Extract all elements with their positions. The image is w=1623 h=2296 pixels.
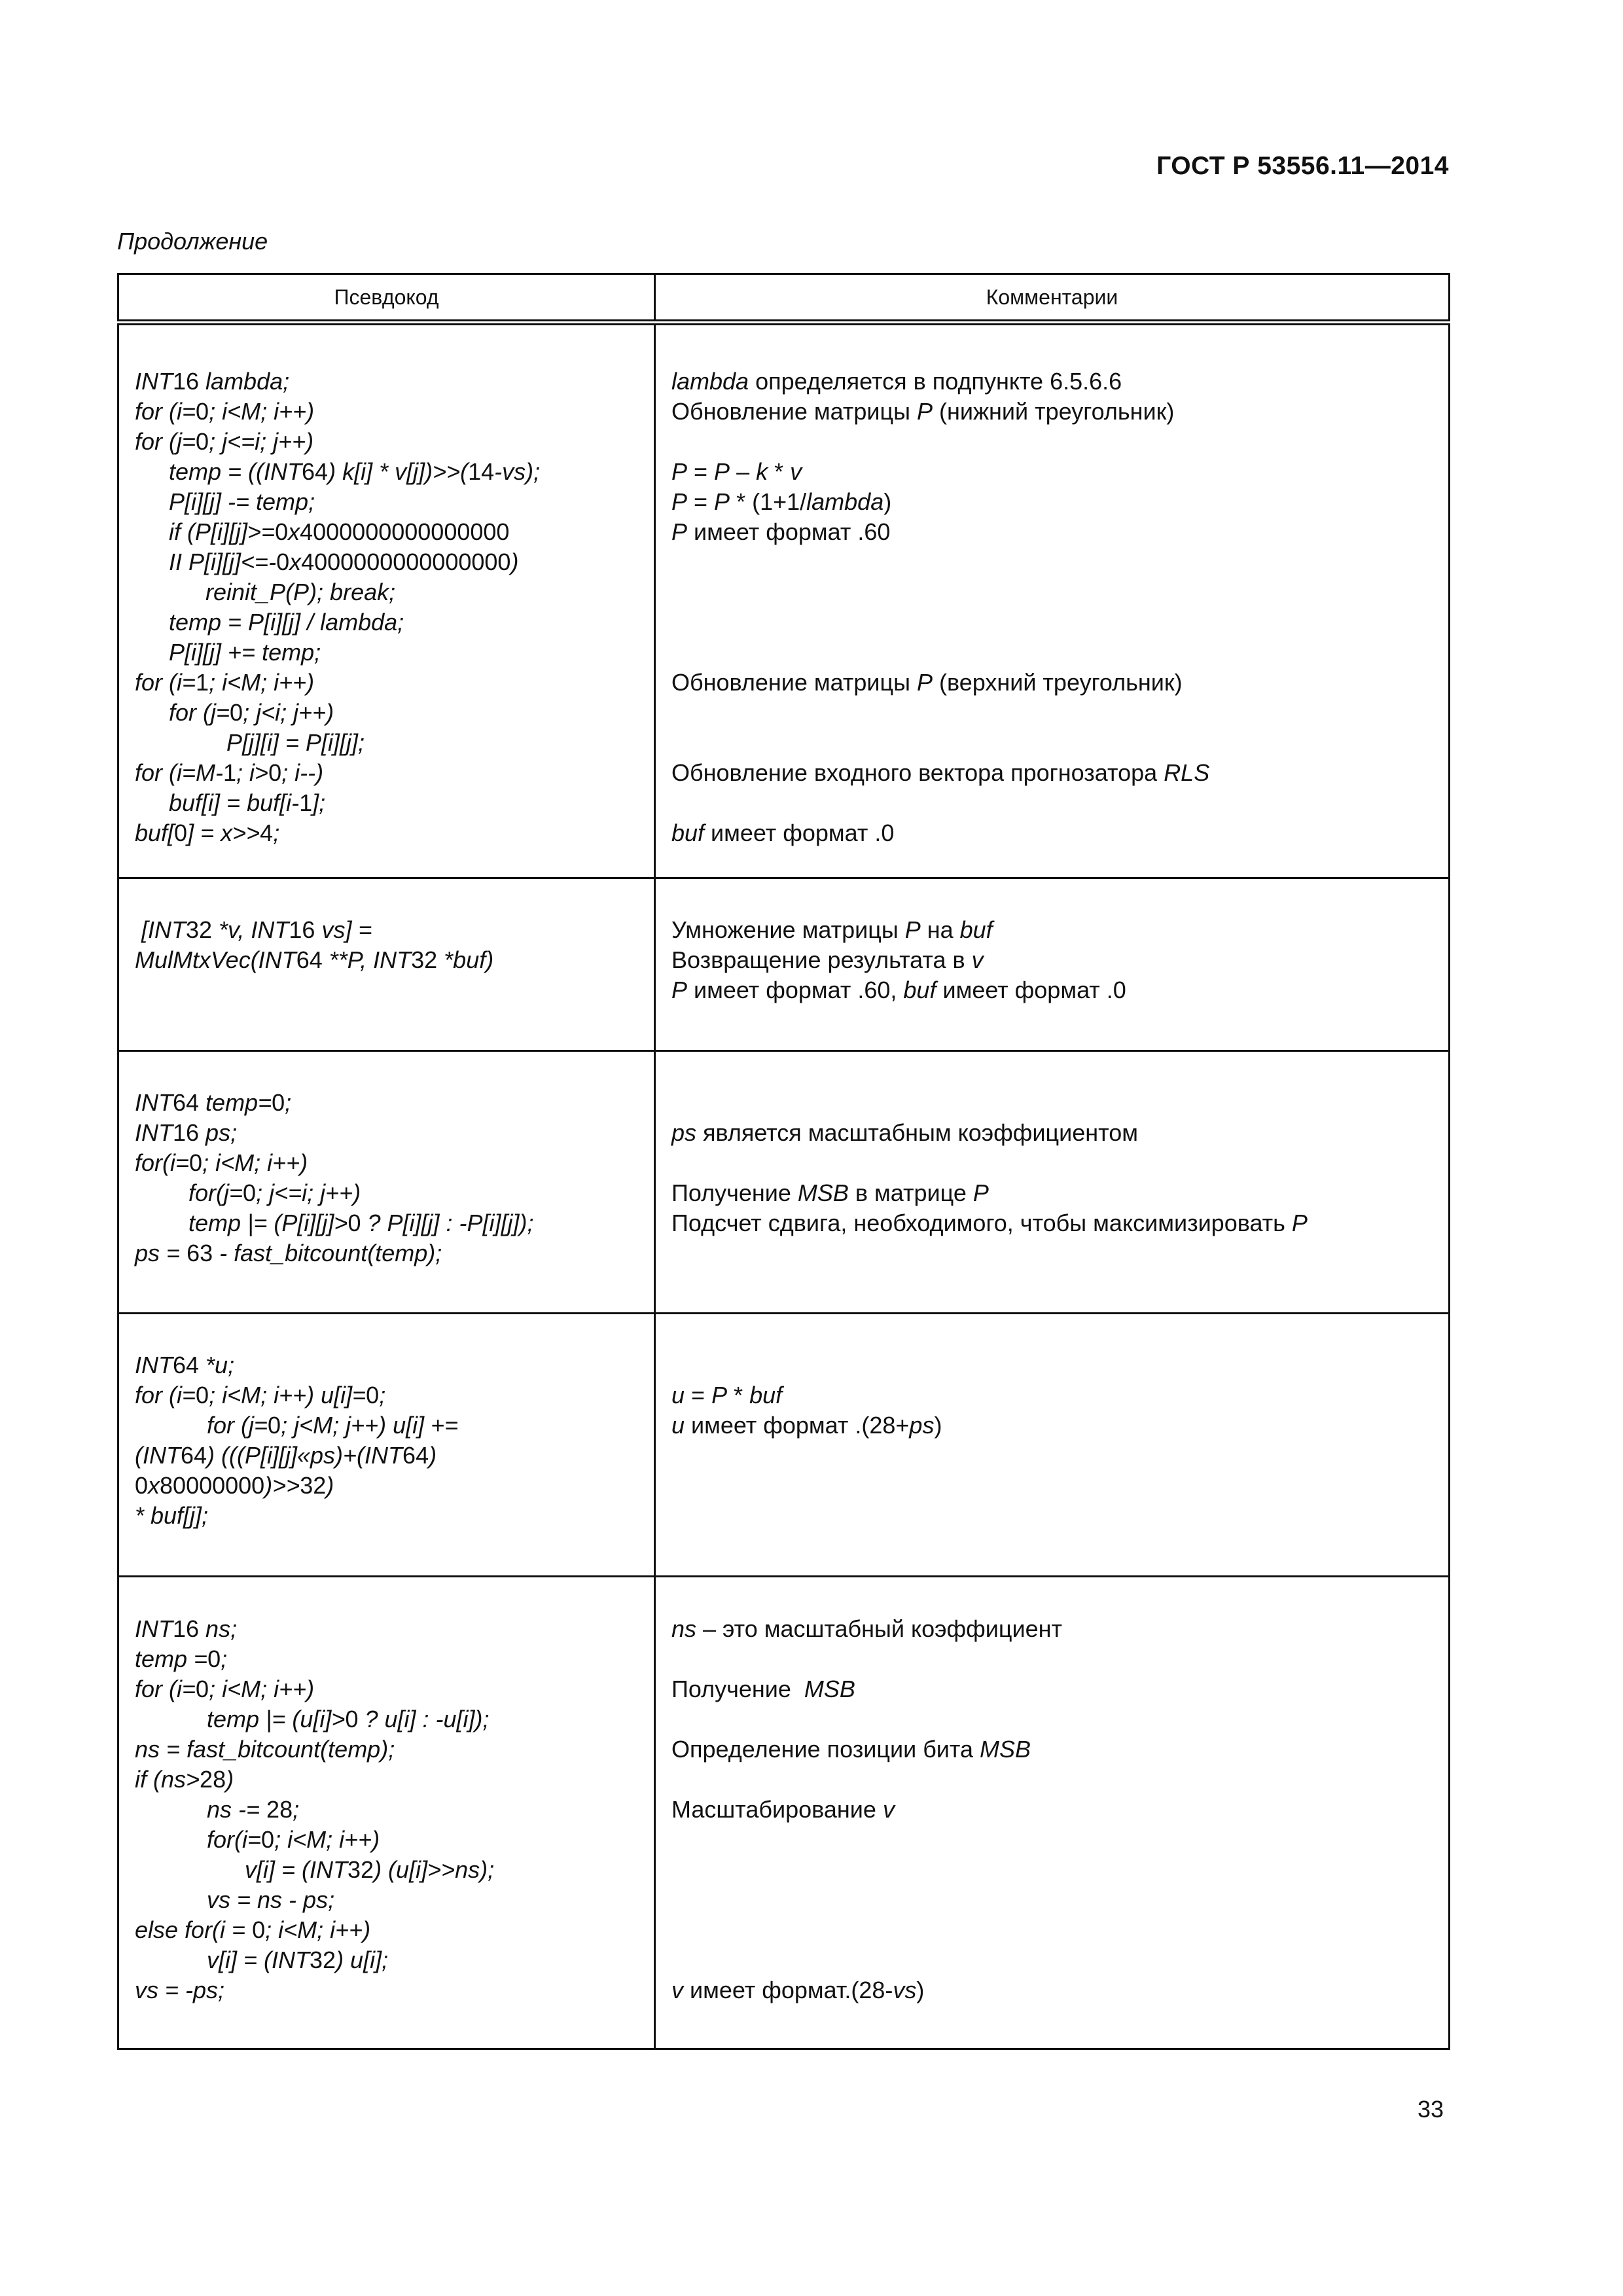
comment-line [671, 1885, 1435, 1915]
code-line: P[j][i] = P[i][j]; [226, 729, 365, 756]
code-cell [118, 1577, 655, 2049]
code-line: if (P[i][j]>=0x4000000000000000 [169, 518, 510, 545]
code-line: II P[i][j]<=-0x4000000000000000) [169, 548, 519, 575]
code-line: INT64 temp=0; [135, 1089, 292, 1116]
comment-line: Получение MSB [671, 1676, 855, 1702]
code-line: for (j=0; j<i; j++) [169, 699, 334, 726]
code-line: for (i=0; i<M; i++) [135, 1676, 315, 1702]
code-line: for (i=M-1; i>0; i--) [135, 759, 324, 786]
comment-line: P = P * (1+1/lambda) [671, 488, 892, 515]
comment-line: Обновление матрицы P (верхний треугольник) [671, 669, 1183, 696]
comment-line [671, 1238, 1435, 1268]
comment-line: P имеет формат .60 [671, 518, 891, 545]
comment-line: ps является масштабным коэффициентом [671, 1119, 1138, 1146]
comment-line: Масштабирование v [671, 1796, 895, 1823]
code-line: temp = P[i][j] / lambda; [169, 609, 404, 636]
code-cell [118, 1314, 655, 1577]
code-cell [118, 878, 655, 1051]
code-line: temp = ((INT64) k[i] * v[j])>>(14-vs); [169, 458, 541, 485]
code-line: for (j=0; j<M; j++) u[i] += [207, 1412, 459, 1439]
comment-line: P имеет формат .60, buf имеет формат .0 [671, 977, 1126, 1003]
comment-line: Умножение матрицы P на buf [671, 916, 993, 943]
code-line: for (j=0; j<=i; j++) [135, 428, 314, 455]
comment-line [671, 1825, 1435, 1855]
comment-line [671, 637, 1435, 668]
pseudocode-table [117, 273, 1450, 2050]
code-line: MulMtxVec(INT64 **P, INT32 *buf) [135, 946, 494, 973]
comment-line: u = P * buf [671, 1382, 783, 1408]
continuation-label: Продолжение [117, 228, 268, 255]
code-line: 0x80000000)>>32) [135, 1472, 334, 1499]
code-line: P[i][j] -= temp; [169, 488, 315, 515]
comment-line [671, 1765, 1435, 1795]
column-header-comments: Комментарии [655, 274, 1450, 323]
code-line: if (ns>28) [135, 1766, 234, 1793]
comment-line [671, 1644, 1435, 1674]
comment-line: Подсчет сдвига, необходимого, чтобы максимизировать P [671, 1210, 1308, 1236]
comment-line: Определение позиции бита MSB [671, 1736, 1031, 1763]
code-line: buf[0] = x>>4; [135, 819, 280, 846]
comment-line [671, 788, 1435, 818]
code-line: ns -= 28; [207, 1796, 300, 1823]
table-row [118, 323, 1450, 878]
comment-line [671, 1915, 1435, 1945]
page-number: 33 [1417, 2096, 1444, 2123]
comment-line [671, 1501, 1435, 1531]
code-line: INT16 ps; [135, 1119, 238, 1146]
comment-line: Возвращение результата в v [671, 946, 984, 973]
code-line: INT16 lambda; [135, 368, 290, 395]
code-cell [118, 1051, 655, 1314]
code-line: INT64 *u; [135, 1352, 235, 1378]
code-line: temp =0; [135, 1645, 228, 1672]
table-row [118, 1577, 1450, 2049]
code-line: v[i] = (INT32) (u[i]>>ns); [245, 1856, 495, 1883]
comment-line: u имеет формат .(28+ps) [671, 1412, 942, 1439]
comment-line [671, 1350, 1435, 1380]
table-row [118, 878, 1450, 1051]
code-line: temp |= (u[i]>0 ? u[i] : -u[i]); [207, 1706, 490, 1732]
comment-line [671, 547, 1435, 577]
comment-line: Получение MSB в матрице P [671, 1179, 989, 1206]
comment-cell [655, 1051, 1450, 1314]
comment-line [671, 698, 1435, 728]
comment-line [671, 1088, 1435, 1118]
comment-line: ns – это масштабный коэффициент [671, 1615, 1062, 1642]
comment-line: v имеет формат.(28-vs) [671, 1977, 925, 2003]
code-line: * buf[j]; [135, 1502, 209, 1529]
document-standard-header: ГОСТ Р 53556.11—2014 [1156, 152, 1449, 180]
comment-cell [655, 878, 1450, 1051]
table-header-row [118, 274, 1450, 323]
code-line: for(i=0; i<M; i++) [207, 1826, 380, 1853]
table-row [118, 1051, 1450, 1314]
code-cell [118, 323, 655, 878]
comment-line [671, 577, 1435, 607]
code-line: for(i=0; i<M; i++) [135, 1149, 308, 1176]
code-line: v[i] = (INT32) u[i]; [207, 1946, 389, 1973]
comment-line: Обновление матрицы P (нижний треугольник) [671, 398, 1175, 425]
code-line: ps = 63 - fast_bitcount(temp); [135, 1240, 442, 1266]
code-line: ns = fast_bitcount(temp); [135, 1736, 395, 1763]
code-line: INT16 ns; [135, 1615, 238, 1642]
code-line: buf[i] = buf[i-1]; [169, 789, 326, 816]
comment-line [671, 728, 1435, 758]
comment-line: Обновление входного вектора прогнозатора RLS [671, 759, 1210, 786]
code-line: for (i=1; i<M; i++) [135, 669, 315, 696]
code-line: reinit_P(P); break; [205, 579, 396, 605]
comment-line: lambda определяется в подпункте 6.5.6.6 [671, 368, 1122, 395]
code-line: [INT32 *v, INT16 vs] = [135, 916, 372, 943]
comment-cell [655, 323, 1450, 878]
comment-line [671, 1855, 1435, 1885]
comment-line [671, 1441, 1435, 1471]
comment-line [671, 607, 1435, 637]
comment-line [671, 427, 1435, 457]
code-line: vs = -ps; [135, 1977, 225, 2003]
code-line: temp |= (P[i][j]>0 ? P[i][j] : -P[i][j]); [188, 1210, 534, 1236]
comment-line: buf имеет формат .0 [671, 819, 895, 846]
code-line: for(j=0; j<=i; j++) [188, 1179, 361, 1206]
code-line: else for(i = 0; i<M; i++) [135, 1916, 371, 1943]
comment-cell [655, 1577, 1450, 2049]
code-line: for (i=0; i<M; i++) [135, 398, 315, 425]
comment-line [671, 1704, 1435, 1734]
code-line: P[i][j] += temp; [169, 639, 321, 666]
comment-cell [655, 1314, 1450, 1577]
code-line: vs = ns - ps; [207, 1886, 335, 1913]
code-line: for (i=0; i<M; i++) u[i]=0; [135, 1382, 386, 1408]
comment-line: P = P – k * v [671, 458, 802, 485]
comment-line [671, 1148, 1435, 1178]
code-line: (INT64) (((P[i][j]«ps)+(INT64) [135, 1442, 437, 1469]
table-row [118, 1314, 1450, 1577]
comment-line [671, 1945, 1435, 1975]
column-header-pseudocode: Псевдокод [118, 274, 655, 323]
comment-line [671, 1471, 1435, 1501]
